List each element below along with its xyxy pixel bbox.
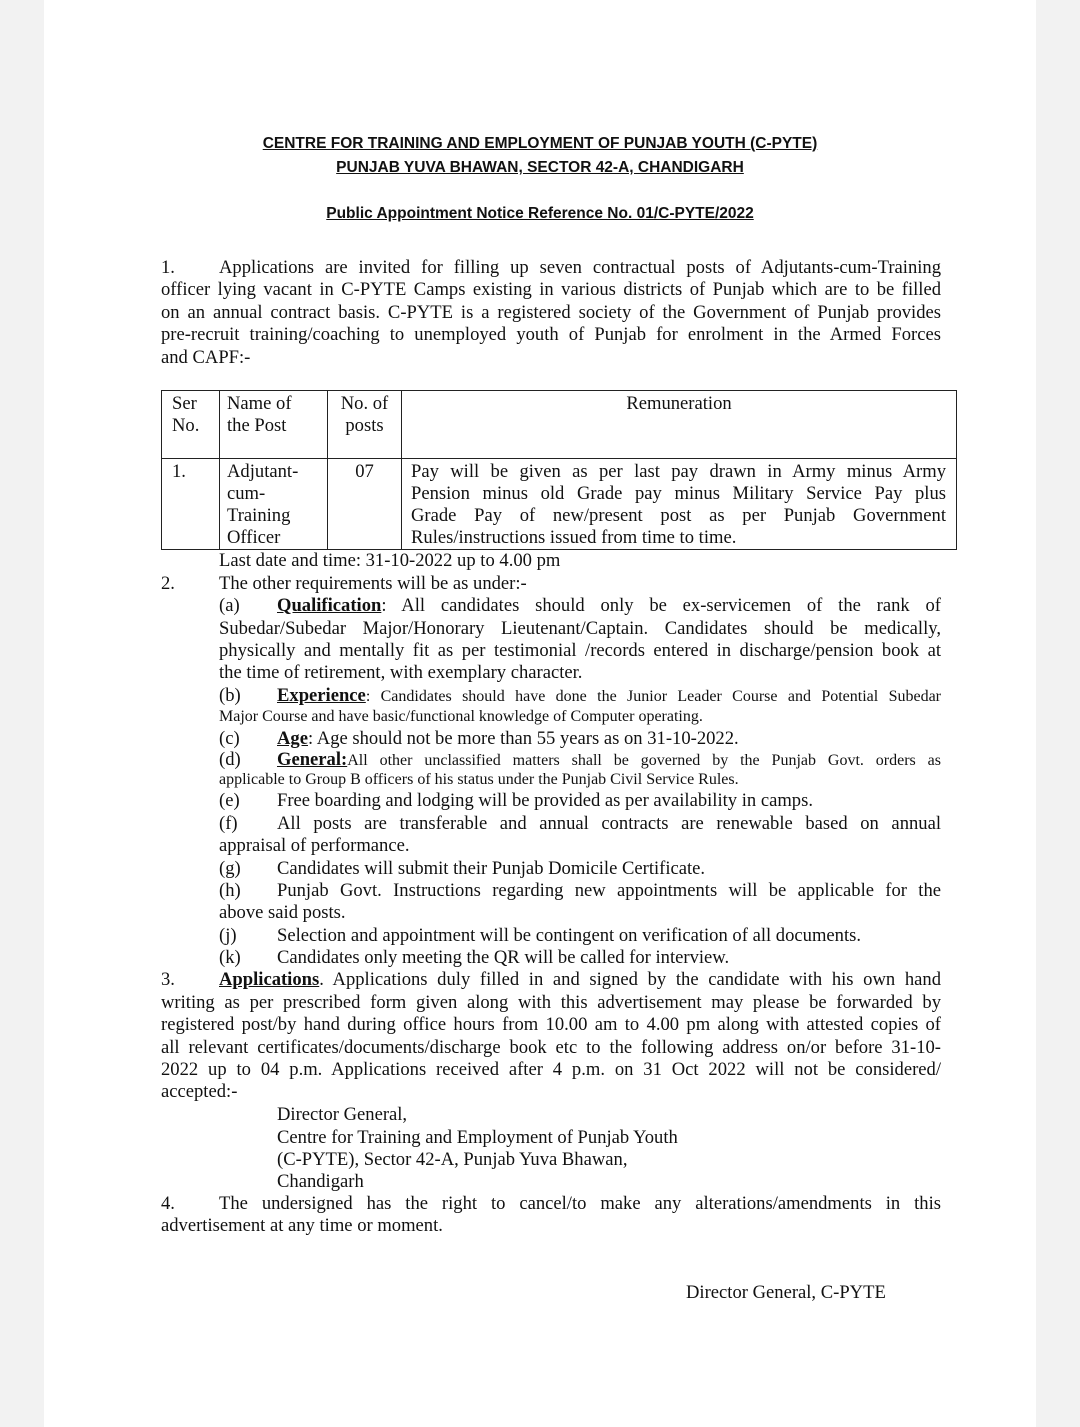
para3-line: writing as per prescribed form given along with this advertisement may please be forwarded by bbox=[161, 992, 941, 1013]
item-j-text: Selection and appointment will be contingent on verification of all documents. bbox=[277, 925, 862, 946]
item-h-label: (h) bbox=[219, 880, 241, 901]
item-d-text: All other unclassified matters shall be governed by the Punjab Govt. orders as bbox=[347, 752, 941, 769]
item-k-label: (k) bbox=[219, 947, 241, 968]
para4-number: 4. bbox=[161, 1193, 175, 1214]
item-f-label: (f) bbox=[219, 813, 238, 834]
item-g-label: (g) bbox=[219, 858, 241, 879]
cell-text: Training bbox=[227, 505, 291, 526]
para1-line: pre-recruit training/coaching to unemployed youth of Punjab for enrolment in the Armed Forces bbox=[161, 324, 941, 345]
header-text: the Post bbox=[227, 415, 287, 436]
table-header-row bbox=[162, 391, 957, 459]
address-line: (C-PYTE), Sector 42-A, Punjab Yuva Bhawan, bbox=[277, 1149, 628, 1170]
para2-intro: The other requirements will be as under:- bbox=[219, 573, 527, 594]
cell-remuneration bbox=[402, 459, 957, 550]
para1-line: on an annual contract basis. C-PYTE is a registered society of the Government of Punjab provides bbox=[161, 302, 941, 323]
cell-ser-no bbox=[162, 459, 220, 550]
cell-text: Grade Pay of new/present post as per Punjab Government bbox=[411, 505, 946, 526]
header-remuneration bbox=[402, 391, 957, 459]
cell-text: Pension minus old Grade pay minus Military Service Pay plus bbox=[411, 483, 946, 504]
para3-text: . Applications duly filled in and signed by the candidate with his own hand bbox=[319, 969, 941, 990]
header-address: PUNJAB YUVA BHAWAN, SECTOR 42-A, CHANDIGARH bbox=[336, 159, 744, 176]
header-text: Remuneration bbox=[626, 393, 732, 414]
cell-text: cum- bbox=[227, 483, 266, 504]
item-f-line: All posts are transferable and annual contracts are renewable based on annual bbox=[277, 813, 941, 834]
item-a-line bbox=[277, 595, 941, 617]
item-k-text: Candidates only meeting the QR will be called for interview. bbox=[277, 947, 730, 968]
header-text: No. bbox=[172, 415, 200, 436]
item-b-text: : Candidates should have done the Junior Leader Course and Potential Subedar bbox=[365, 688, 941, 705]
header-text: Name of bbox=[227, 393, 292, 414]
item-j-label: (j) bbox=[219, 925, 237, 946]
cell-text: 07 bbox=[355, 461, 374, 482]
para3-title: Applications bbox=[219, 969, 320, 990]
para1-line: officer lying vacant in C-PYTE Camps existing in various districts of Punjab which are to be filled bbox=[161, 279, 941, 300]
cell-text: 1. bbox=[172, 461, 186, 482]
item-d-title: General: bbox=[277, 749, 348, 770]
header-text: No. of bbox=[340, 393, 389, 414]
item-c-title: Age bbox=[277, 728, 308, 749]
table-row bbox=[162, 459, 957, 550]
header-text: Ser bbox=[172, 393, 197, 414]
cell-text: Pay will be given as per last pay drawn in Army minus Army bbox=[411, 461, 946, 482]
para3-line: registered post/by hand during office hours from 10.00 am to 4.00 pm along with attested copies of bbox=[161, 1014, 941, 1035]
header-ser-no bbox=[162, 391, 220, 459]
item-c-line bbox=[277, 728, 739, 750]
address-line: Chandigarh bbox=[277, 1171, 364, 1192]
cell-text: Adjutant- bbox=[227, 461, 299, 482]
posts-table bbox=[161, 390, 957, 550]
cell-post-name bbox=[220, 459, 328, 550]
item-g-text: Candidates will submit their Punjab Domicile Certificate. bbox=[277, 858, 706, 879]
para1-line: Applications are invited for filling up seven contractual posts of Adjutants-cum-Training bbox=[219, 257, 941, 278]
para4-line: advertisement at any time or moment. bbox=[161, 1215, 443, 1236]
last-date: Last date and time: 31-10-2022 up to 4.00 pm bbox=[219, 550, 561, 571]
para4-line: The undersigned has the right to cancel/to make any alterations/amendments in this bbox=[219, 1193, 941, 1214]
para1-line: and CAPF:- bbox=[161, 347, 251, 368]
para3-line bbox=[219, 969, 941, 991]
item-b-title: Experience bbox=[277, 685, 366, 706]
item-a-line: the time of retirement, with exemplary character. bbox=[219, 662, 583, 683]
header-text: posts bbox=[345, 415, 384, 436]
notice-reference: Public Appointment Notice Reference No. 01/C-PYTE/2022 bbox=[326, 205, 754, 222]
item-c-text: : Age should not be more than 55 years as on 31-10-2022. bbox=[307, 728, 739, 749]
cell-post-count bbox=[328, 459, 402, 550]
item-a-text: : All candidates should only be ex-servicemen of the rank of bbox=[381, 595, 941, 616]
para3-number: 3. bbox=[161, 969, 175, 990]
header-org-name: CENTRE FOR TRAINING AND EMPLOYMENT OF PUNJAB YOUTH (C-PYTE) bbox=[262, 135, 818, 152]
signature-block: Director General, C-PYTE bbox=[686, 1282, 886, 1303]
item-d-label: (d) bbox=[219, 749, 241, 770]
address-line: Centre for Training and Employment of Punjab Youth bbox=[277, 1127, 678, 1148]
header-post-name bbox=[220, 391, 328, 459]
para2-number: 2. bbox=[161, 573, 175, 594]
item-c-label: (c) bbox=[219, 728, 240, 749]
item-d-line: applicable to Group B officers of his status under the Punjab Civil Service Rules. bbox=[219, 771, 739, 788]
para3-line: 2022 up to 04 p.m. Applications received after 4 p.m. on 31 Oct 2022 will not be considered/ bbox=[161, 1059, 941, 1080]
item-b-line: Major Course and have basic/functional knowledge of Computer operating. bbox=[219, 708, 703, 725]
para3-line: accepted:- bbox=[161, 1081, 238, 1102]
item-e-label: (e) bbox=[219, 790, 240, 811]
para1-number: 1. bbox=[161, 257, 175, 278]
item-a-label: (a) bbox=[219, 595, 240, 616]
item-a-line: Subedar/Subedar Major/Honorary Lieutenant/Captain. Candidates should be medically, bbox=[219, 618, 941, 639]
para3-line: all relevant certificates/documents/discharge book etc to the following address on/or before 31-10- bbox=[161, 1037, 941, 1058]
item-h-line: above said posts. bbox=[219, 902, 346, 923]
item-h-line: Punjab Govt. Instructions regarding new appointments will be applicable for the bbox=[277, 880, 941, 901]
header-post-count bbox=[328, 391, 402, 459]
cell-text: Rules/instructions issued from time to time. bbox=[411, 527, 737, 548]
item-b-label: (b) bbox=[219, 685, 241, 706]
item-a-title: Qualification bbox=[277, 595, 382, 616]
cell-text: Officer bbox=[227, 527, 281, 548]
item-f-line: appraisal of performance. bbox=[219, 835, 410, 856]
item-e-text: Free boarding and lodging will be provided as per availability in camps. bbox=[277, 790, 813, 811]
item-b-line bbox=[277, 685, 941, 708]
address-line: Director General, bbox=[277, 1104, 408, 1125]
item-a-line: physically and mentally fit as per testimonial /records entered in discharge/pension book at bbox=[219, 640, 941, 661]
